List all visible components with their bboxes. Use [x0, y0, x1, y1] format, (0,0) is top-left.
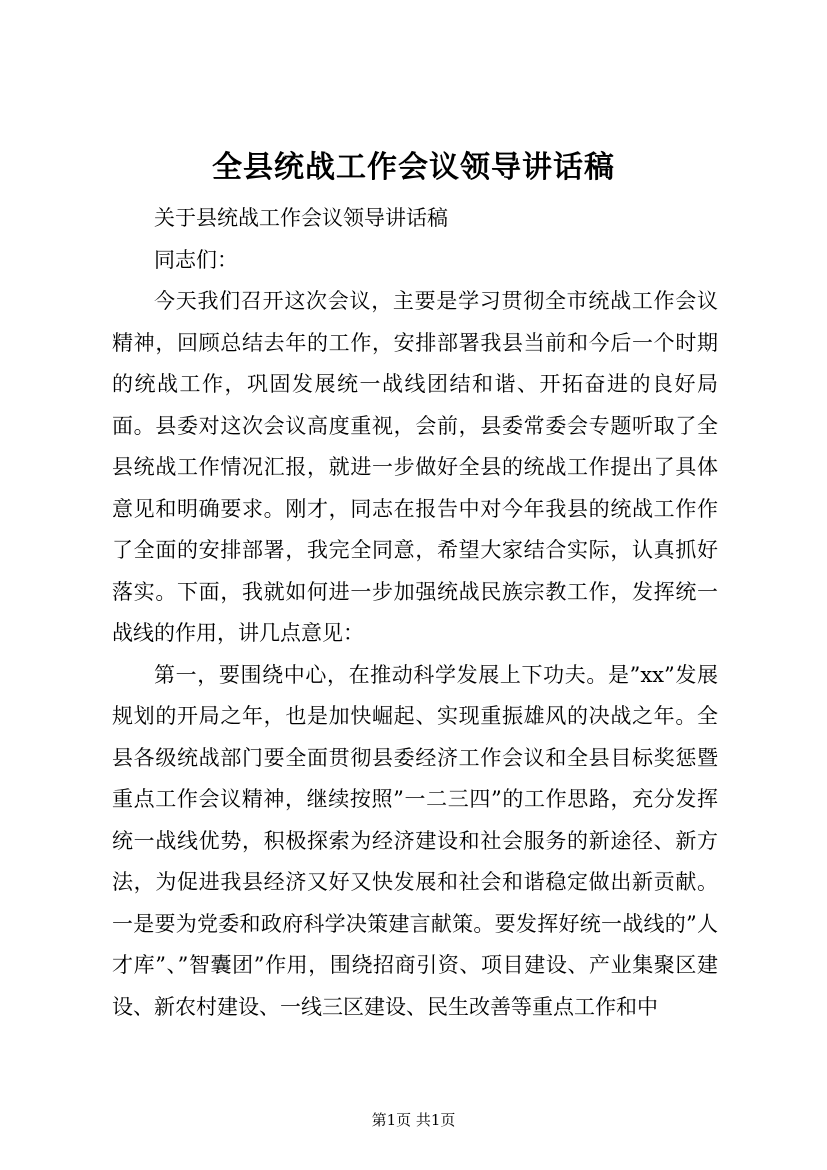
document-body: [112, 198, 718, 1028]
document-title: 全县统战工作会议领导讲话稿: [212, 150, 615, 185]
subtitle-paragraph: 关于县统战工作会议领导讲话稿: [154, 206, 448, 230]
salutation-paragraph: 同志们：: [154, 247, 238, 272]
page-number-footer: 第1页 共1页: [371, 1111, 456, 1129]
body-paragraph: 今天我们召开这次会议，主要是学习贯彻全市统战工作会议精神，回顾总结去年的工作，安排部署我县当前和今后一个时期的统战工作，巩固发展统一战线团结和谐、开拓奋进的良好局面。县委对这次会议高度重视，会前，县委常委会专题听取了全县统战工作情况汇报，就进一步做好全县的统战工作提出了具体意见和明确要求。刚才，同志在报告中对今年我县的统战工作作了全面的安排部署，我完全同意，希望大家结合实际，认真抓好落实。下面，我就如何进一步加强统战民族宗教工作，发挥统一战线的作用，讲几点意见：: [112, 289, 718, 645]
body-paragraph: 第一，要围绕中心，在推动科学发展上下功夫。是”xx”发展规划的开局之年，也是加快崛起、实现重振雄风的决战之年。全县各级统战部门要全面贯彻县委经济工作会议和全县目标奖惩暨重点工作会议精神，继续按照”一二三四”的工作思路，充分发挥统一战线优势，积极探索为经济建设和社会服务的新途径、新方法，为促进我县经济又好又快发展和社会和谐稳定做出新贡献。一是要为党委和政府科学决策建言献策。要发挥好统一战线的”人才库”、”智囊团”作用，围绕招商引资、项目建设、产业集聚区建设、新农村建设、一线三区建设、民生改善等重点工作和中: [112, 662, 718, 1019]
